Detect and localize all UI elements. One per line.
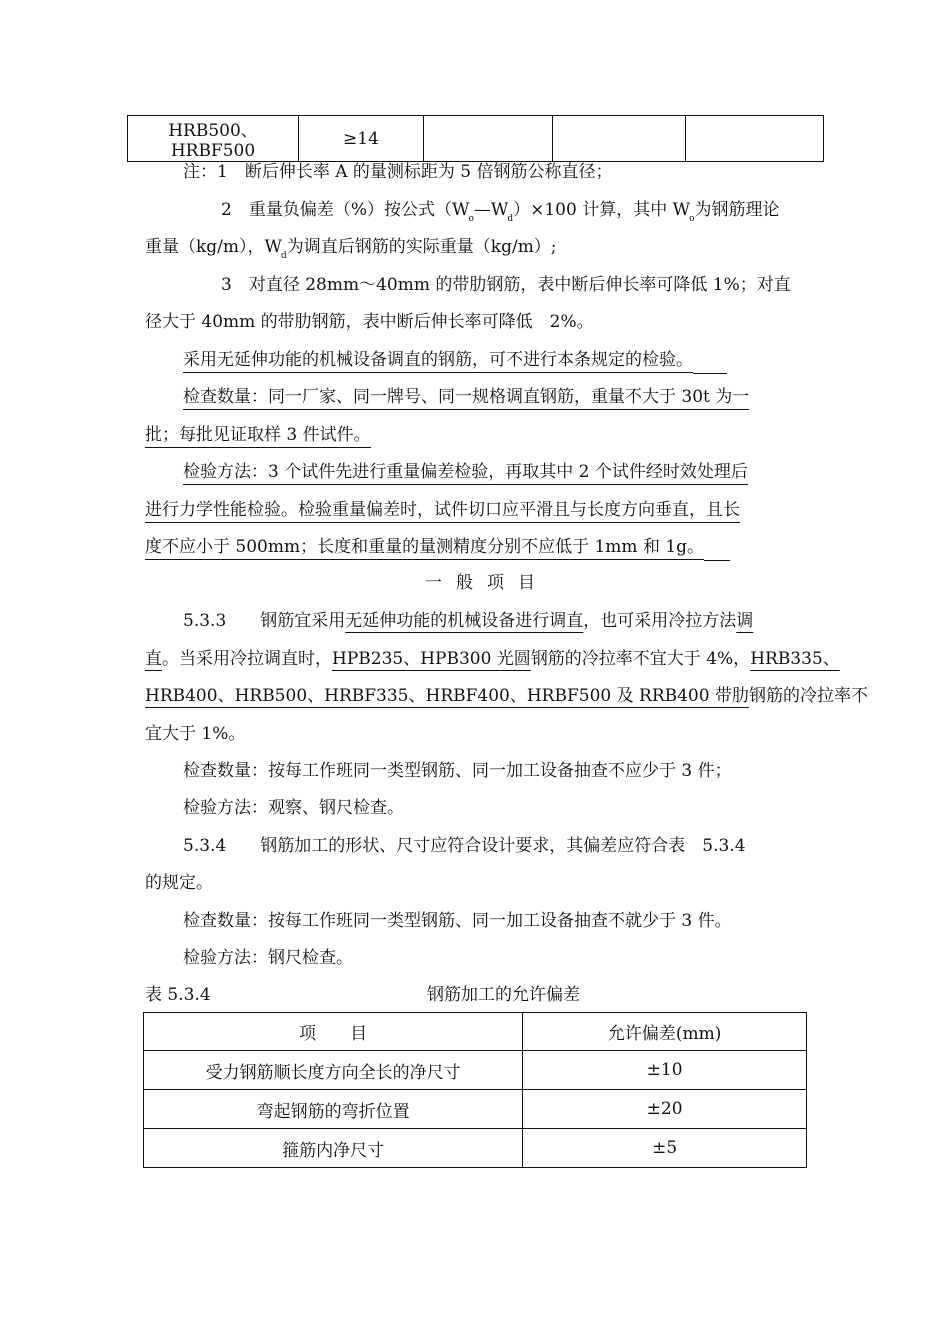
note-text: ）×100 计算，其中 W xyxy=(513,200,691,220)
underlined-text: 检查数量：同一厂家、同一牌号、同一规格调直钢筋，重量不大于 30t 为一 xyxy=(183,387,749,410)
table-cell: 受力钢筋顺长度方向全长的净尺寸 xyxy=(144,1051,523,1090)
table-row xyxy=(128,116,824,162)
table-cell: ±20 xyxy=(523,1090,807,1129)
text: 5.3.3 钢筋宜采用 xyxy=(183,611,346,631)
para-line xyxy=(145,499,740,521)
para-line xyxy=(145,424,371,446)
table-cell xyxy=(686,116,824,162)
text: 钢筋的冷拉率不宜大于 4%， xyxy=(530,649,751,669)
underlined-text: 调 xyxy=(736,611,754,631)
s533-check-method: 检验方法：观察、钢尺检查。 xyxy=(183,798,404,818)
s534-check-method: 检验方法：钢尺检查。 xyxy=(183,948,353,968)
text: 钢筋的冷拉率不 xyxy=(748,686,868,706)
note-text: 2 重量负偏差（%）按公式（W xyxy=(221,200,470,220)
note-2-line-2 xyxy=(145,236,557,261)
underlined-text: HPB235、HPB300 光圆 xyxy=(332,649,531,669)
underlined-text: HRB335、 xyxy=(750,649,840,669)
subscript: d xyxy=(281,251,287,261)
underlined-text: 检验方法：3 个试件先进行重量偏差检验，再取其中 2 个试件经时效处理后 xyxy=(183,462,748,485)
tolerance-table xyxy=(143,1012,807,1168)
subscript: o xyxy=(689,214,695,224)
underlined-text: 进行力学性能检验。检验重量偏差时，试件切口应平滑且与长度方向垂直，且长 xyxy=(145,500,740,523)
table-row xyxy=(144,1129,807,1168)
table-cell: 弯起钢筋的弯折位置 xyxy=(144,1090,523,1129)
para-line xyxy=(145,536,730,561)
para-line xyxy=(183,349,727,374)
table-row xyxy=(144,1090,807,1129)
underlined-text: 度不应小于 500mm；长度和重量的量测精度分别不应低于 1mm 和 1g。 xyxy=(145,537,704,560)
table-cell: ±10 xyxy=(523,1051,807,1090)
table-cell xyxy=(424,116,553,162)
table-cell: HRB500、HRBF500 xyxy=(128,116,299,162)
table-cell: 箍筋内净尺寸 xyxy=(144,1129,523,1168)
note-3-line-1: 3 对直径 28mm～40mm 的带肋钢筋，表中断后伸长率可降低 1%；对直 xyxy=(221,275,791,295)
s534-check-qty: 检查数量：按每工作班同一类型钢筋、同一加工设备抽查不就少于 3 件。 xyxy=(183,911,732,931)
s534-line-2: 的规定。 xyxy=(145,873,213,893)
note-text: —W xyxy=(473,200,509,220)
table-label: 表 5.3.4 xyxy=(145,985,211,1005)
table-row xyxy=(144,1051,807,1090)
note-text: 为钢筋理论 xyxy=(694,200,780,220)
table-header-row xyxy=(144,1013,807,1051)
s533-line-3 xyxy=(145,685,868,707)
table-cell: ≥14 xyxy=(299,116,424,162)
underlined-text: 无延伸功能的机械设备进行调直 xyxy=(345,611,584,631)
top-table xyxy=(127,115,824,162)
table-header-cell: 允许偏差(mm) xyxy=(523,1013,807,1051)
subscript: d xyxy=(507,214,514,224)
text: ，也可采用冷拉方法 xyxy=(583,611,737,631)
underlined-text: HRB400、HRB500、HRBF335、HRBF400、HRBF500 及 RRB400 带肋 xyxy=(145,686,749,706)
note-3-line-2: 径大于 40mm 的带肋钢筋，表中断后伸长率可降低 2%。 xyxy=(145,312,594,332)
note-1: 注：1 断后伸长率 A 的量测标距为 5 倍钢筋公称直径； xyxy=(183,162,613,182)
subscript: o xyxy=(468,214,474,224)
section-heading: 一般项目 xyxy=(425,573,549,593)
note-2-line-1 xyxy=(221,199,780,224)
s533-line-2 xyxy=(145,648,840,670)
underlined-text: 采用无延伸功能的机械设备调直的钢筋，可不进行本条规定的检验。 xyxy=(183,350,693,373)
table-caption: 钢筋加工的允许偏差 xyxy=(427,985,580,1005)
note-text: 为调直后钢筋的实际重量（kg/m）; xyxy=(286,237,557,257)
para-line xyxy=(183,386,749,408)
table-cell xyxy=(553,116,686,162)
text: 。当采用冷拉调直时， xyxy=(162,649,332,669)
para-line xyxy=(183,461,748,483)
table-cell: ±5 xyxy=(523,1129,807,1168)
table-header-cell: 项 目 xyxy=(144,1013,523,1051)
s533-line-4: 宜大于 1%。 xyxy=(145,724,246,744)
underlined-text: 批；每批见证取样 3 件试件。 xyxy=(145,425,371,448)
s533-check-qty: 检查数量：按每工作班同一类型钢筋、同一加工设备抽查不应少于 3 件； xyxy=(183,761,732,781)
note-text: 重量（kg/m），W xyxy=(145,237,283,257)
s533-line-1 xyxy=(183,610,753,632)
underlined-text: 直 xyxy=(145,649,162,669)
s534-line-1: 5.3.4 钢筋加工的形状、尺寸应符合设计要求，其偏差应符合表 5.3.4 xyxy=(183,836,746,856)
